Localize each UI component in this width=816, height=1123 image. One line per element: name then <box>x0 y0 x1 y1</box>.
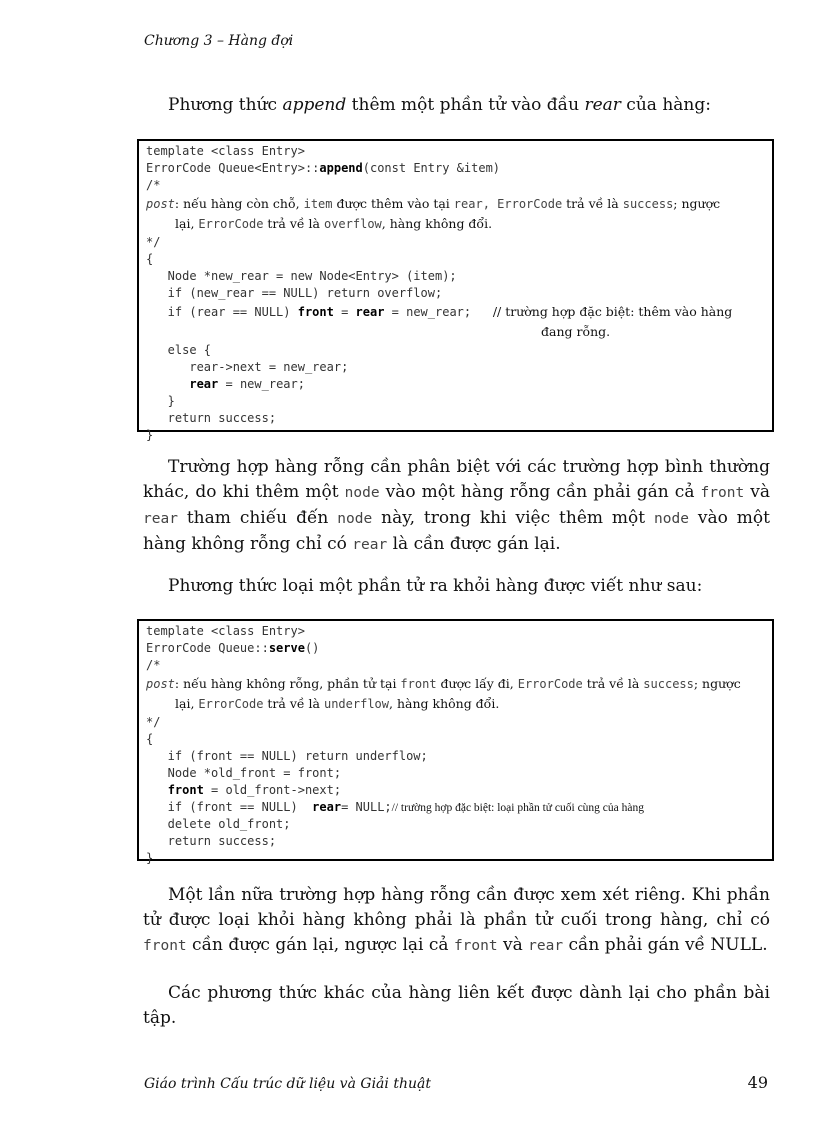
append-code-block: template <class Entry> ErrorCode Queue<Entry>::append(const Entry &item) /* post: nếu hàng còn chỗ, item được thêm vào tại rear, ErrorCode trả về là success; ngược lại, ErrorCode trả về là overflow, hàng không đổi. */ { Node *new_rear = new Node<Entry> (item); if (new_rear == NULL) return overflow; if (rear == NULL) front = rear = new_rear; // trường hợp đặc biệt: thêm vào hàng đang rỗng. else { rear->next = new_rear; rear = new_rear; } return success; } <box>137 139 774 432</box>
serve-code-block: template <class Entry> ErrorCode Queue::serve() /* post: nếu hàng không rỗng, phần tử tại front được lấy đi, ErrorCode trả về là success; ngược lại, ErrorCode trả về là underflow, hàng không đổi. */ { if (front == NULL) return underflow; Node *old_front = front; front = old_front->next; if (front == NULL) rear= NULL;// trường hợp đặc biệt: loại phần tử cuối cùng của hàng delete old_front; return success; } <box>137 619 774 861</box>
closing-paragraph: Các phương thức khác của hàng liên kết được dành lại cho phần bài tập. <box>143 983 770 1028</box>
empty-queue-paragraph: Trường hợp hàng rỗng cần phân biệt với các trường hợp bình thường khác, do khi thêm một node vào một hàng rỗng cần phải gán cả front và rear tham chiếu đến node này, trong khi việc thêm một node vào một hàng không rỗng chỉ có rear là cần được gán lại. <box>143 457 770 554</box>
append-intro: Phương thức append thêm một phần tử vào đầu rear của hàng: <box>168 95 711 115</box>
serve-intro: Phương thức loại một phần tử ra khỏi hàng được viết như sau: <box>168 576 703 596</box>
append-postcondition: post: nếu hàng còn chỗ, item được thêm vào tại rear, ErrorCode trả về là success; ngược lại, ErrorCode trả về là overflow, hàng không đổi. <box>146 196 721 231</box>
page-number: 49 <box>747 1073 768 1092</box>
serve-postcondition: post: nếu hàng không rỗng, phần tử tại front được lấy đi, ErrorCode trả về là success; ngược lại, ErrorCode trả về là underflow, hàng không đổi. <box>146 676 741 711</box>
running-footer: Giáo trình Cấu trúc dữ liệu và Giải thuật <box>144 1076 431 1092</box>
serve-explanation-paragraph: Một lần nữa trường hợp hàng rỗng cần được xem xét riêng. Khi phần tử được loại khỏi hàng không phải là phần tử cuối trong hàng, chỉ có front cần được gán lại, ngược lại cả front và rear cần phải gán về NULL. <box>143 885 770 955</box>
running-header: Chương 3 – Hàng đợi <box>144 33 294 49</box>
